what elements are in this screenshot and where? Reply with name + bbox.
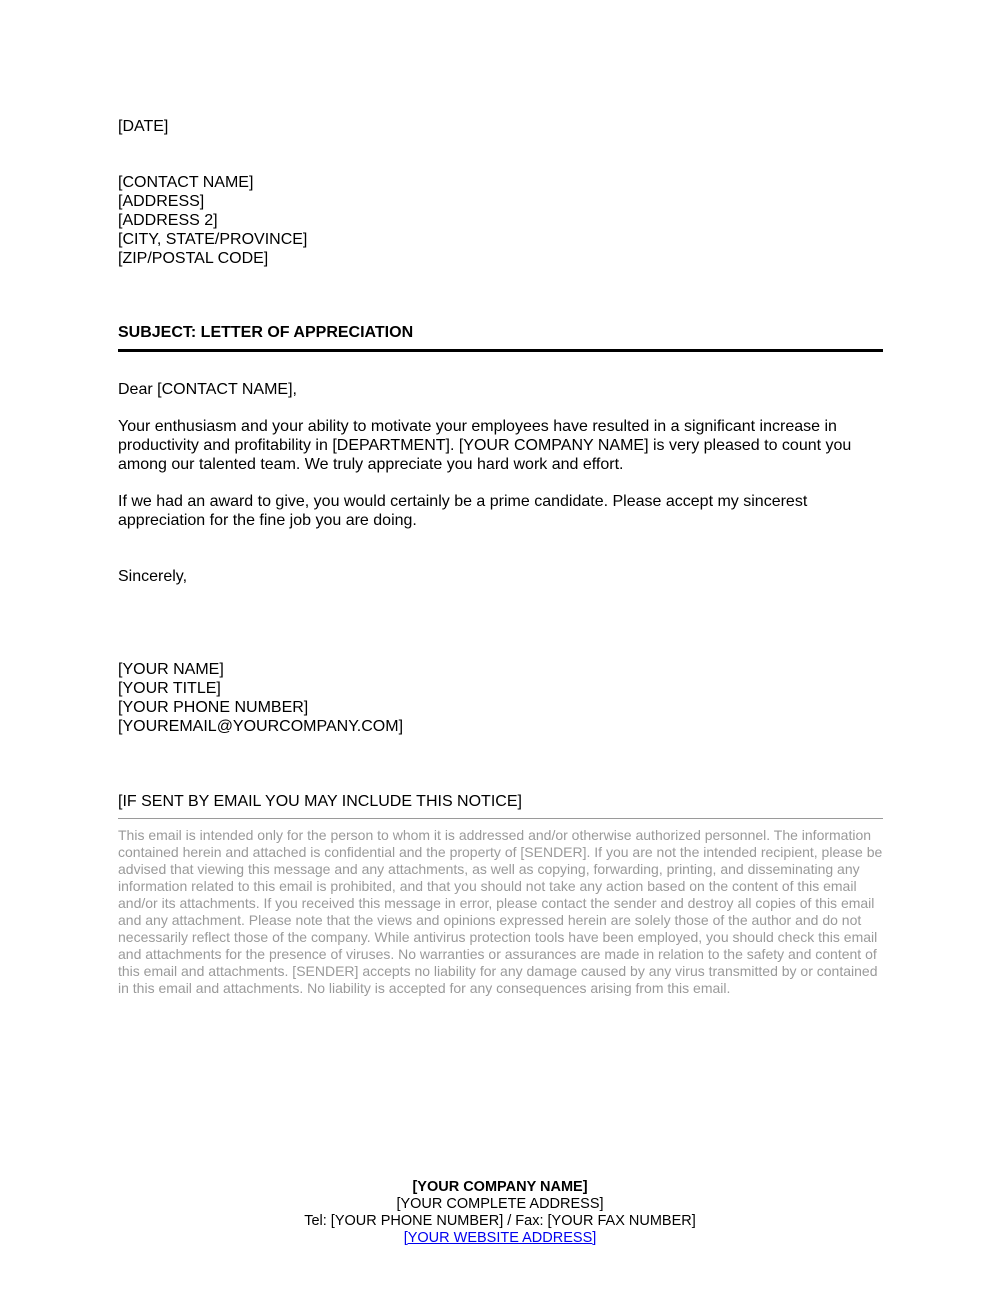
subject-line: SUBJECT: LETTER OF APPRECIATION <box>118 324 414 341</box>
recipient-address: [ADDRESS] <box>118 193 205 210</box>
subject-divider <box>118 349 883 352</box>
closing: Sincerely, <box>118 568 188 585</box>
signature-name: [YOUR NAME] <box>118 661 224 678</box>
footer-address: [YOUR COMPLETE ADDRESS] <box>396 1195 604 1212</box>
signature-phone: [YOUR PHONE NUMBER] <box>118 699 309 716</box>
footer-contact: Tel: [YOUR PHONE NUMBER] / Fax: [YOUR FAX NUMBER] <box>304 1212 696 1229</box>
notice-divider <box>118 818 883 819</box>
body-paragraph-2: If we had an award to give, you would certainly be a prime candidate. Please accept my sincerest appreciation for the fine job you are doing. <box>118 493 808 529</box>
letter-date: [DATE] <box>118 118 169 135</box>
signature-email: [YOUREMAIL@YOURCOMPANY.COM] <box>118 718 404 735</box>
footer-website-link[interactable]: [YOUR WEBSITE ADDRESS] <box>403 1229 597 1246</box>
notice-heading: [IF SENT BY EMAIL YOU MAY INCLUDE THIS NOTICE] <box>118 793 522 810</box>
email-disclaimer: This email is intended only for the person to whom it is addressed and/or otherwise authorized personnel. The information contained herein and attached is confidential and the property of [SENDER]. If you are not the intended recipient, please be advised that viewing this message and any attachments, as well as copying, forwarding, printing, and disseminating any information related to this email is prohibited, and that you should not take any action based on the content of this email and/or its attachments. If you received this message in error, please contact the sender and destroy all copies of this email and any attachment. Please note that the views and opinions expressed herein are solely those of the author and do not necessarily reflect those of the company. While antivirus protection tools have been employed, you should check this email and attachments for the presence of viruses. No warranties or assurances are made in relation to the safety and content of this email and attachments. [SENDER] accepts no liability for any damage caused by any virus transmitted by or contained in this email and attachments. No liability is accepted for any consequences arising from this email. <box>118 827 883 996</box>
body-paragraph-1: Your enthusiasm and your ability to motivate your employees have resulted in a significant increase in productivity and profitability in [DEPARTMENT]. [YOUR COMPANY NAME] is very pleased to count you among our talented team. We truly appreciate you hard work and effort. <box>118 418 852 473</box>
salutation: Dear [CONTACT NAME], <box>118 381 297 398</box>
recipient-zip: [ZIP/POSTAL CODE] <box>118 250 269 267</box>
recipient-contact-name: [CONTACT NAME] <box>118 174 254 191</box>
recipient-address-2: [ADDRESS 2] <box>118 212 218 229</box>
footer-company-name: [YOUR COMPANY NAME] <box>412 1178 588 1195</box>
footer-website-row <box>0 1230 1000 1247</box>
signature-title: [YOUR TITLE] <box>118 680 221 697</box>
recipient-city-state: [CITY, STATE/PROVINCE] <box>118 231 308 248</box>
